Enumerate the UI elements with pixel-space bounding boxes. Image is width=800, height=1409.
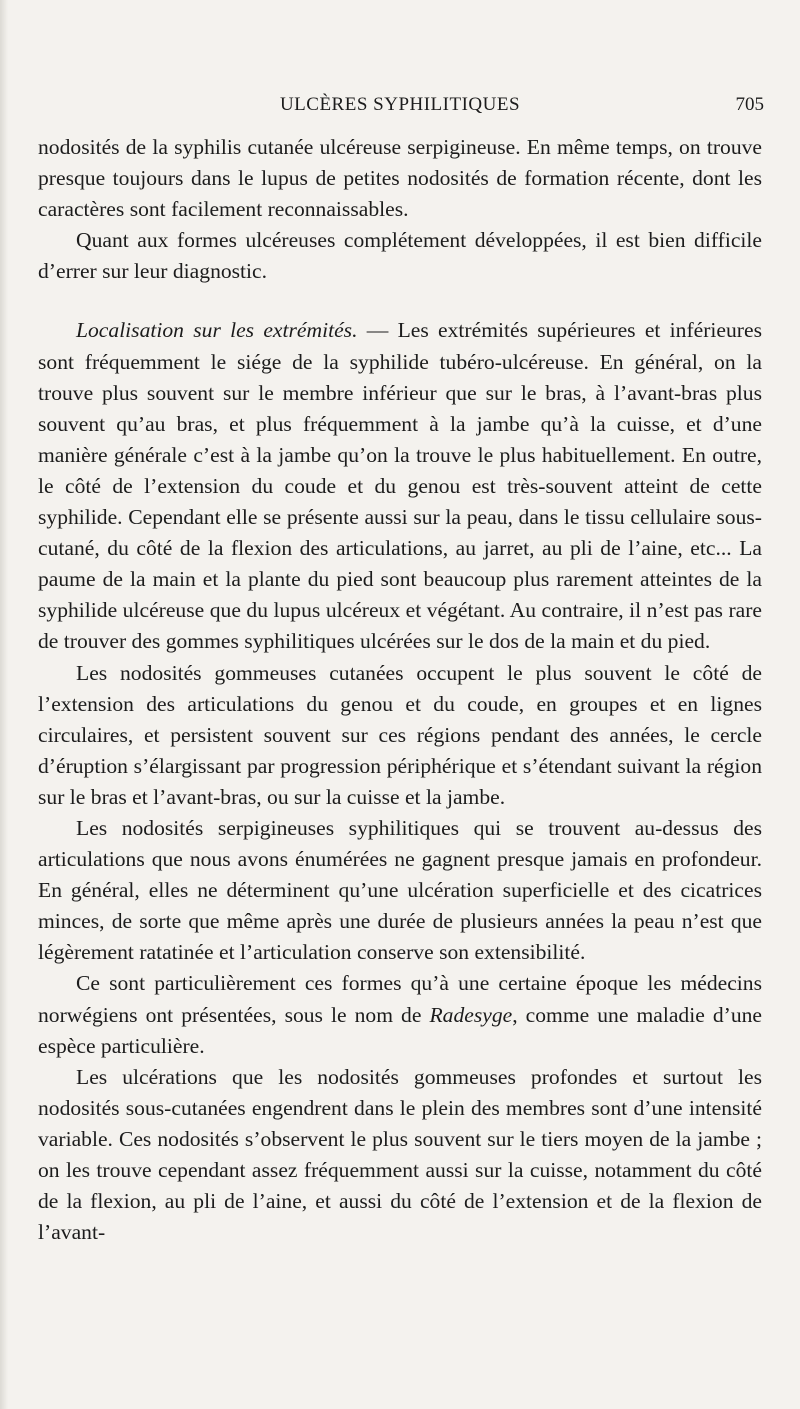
running-title: ULCÈRES SYPHILITIQUES xyxy=(279,94,521,115)
paragraph-localisation xyxy=(38,315,762,657)
paragraph: nodosités de la syphilis cutanée ulcéreuse serpigineuse. En même temps, on trouve presque toujours dans le lupus de petites nodosités de formation récente, dont les caractères sont facilement reconnaissables. xyxy=(38,135,762,222)
paragraph: Quant aux formes ulcéreuses complétement développées, il est bien difficile d’errer sur leur diagnostic. xyxy=(38,228,762,284)
paragraph-text: — Les extrémités supérieures et inférieures sont fréquemment le siége de la syphilide tubéro-ulcéreuse. En général, on la trouve plus souvent sur le membre inférieur que sur le bras, à l’avant-bras plus souvent qu’au bras, et plus fréquemment à la jambe qu’à la cuisse, et d’une manière générale c’est à la jambe qu’on la trouve le plus habituellement. En outre, le côté de l’extension du coude et du genou est très-souvent atteint de cette syphilide. Cependant elle se présente aussi sur la peau, dans le tissu cellulaire sous-cutané, du côté de la flexion des articulations, au jarret, au pli de l’aine, etc... La paume de la main et la plante du pied sont beaucoup plus rarement atteintes de la syphilide ulcéreuse que du lupus ulcéreux et végétant. Au contraire, il n’est pas rare de trouver des gommes syphilitiques ulcérées sur le dos de la main et du pied. xyxy=(38,318,762,654)
paragraph-text: , comme une maladie d’une espèce particulière. xyxy=(38,1002,762,1058)
paragraph: Les ulcérations que les nodosités gommeuses profondes et surtout les nodosités sous-cutanées engendrent dans le plein des membres sont d’une intensité variable. Ces nodosités s’observent le plus souvent sur le tiers moyen de la jambe ; on les trouve cependant assez fréquemment aussi sur la cuisse, notamment du côté de la flexion, au pli de l’aine, et aussi du côté de l’extension et de la flexion de l’avant- xyxy=(38,1064,762,1245)
page-edge-shadow xyxy=(0,0,8,1409)
section-heading: Localisation sur les extrémités. xyxy=(76,318,358,343)
paragraph-radesyge xyxy=(38,968,762,1061)
paragraph: Les nodosités gommeuses cutanées occupent le plus souvent le côté de l’extension des articulations du genou et du coude, en groupes et en lignes circulaires, et persistent souvent sur ces régions pendant des années, le cercle d’éruption s’élargissant par progression périphérique et s’étendant suivant la région sur le bras et l’avant-bras, ou sur la cuisse et la jambe. xyxy=(38,660,762,809)
paragraph-text: Ce sont particulièrement ces formes qu’à une certaine époque les médecins norwégiens ont présentées, sous le nom de xyxy=(38,971,762,1027)
paragraph: Les nodosités serpigineuses syphilitiques qui se trouvent au-dessus des articulations que nous avons énumérées ne gagnent presque jamais en profondeur. En général, elles ne déterminent qu’une ulcération superficielle et des cicatrices minces, de sorte que même après une durée de plusieurs années la peau n’est que légèrement ratatinée et l’articulation conserve son extensibilité. xyxy=(38,815,762,965)
page-number: 705 xyxy=(735,94,764,115)
italic-term: Radesyge xyxy=(429,1002,513,1027)
body-text xyxy=(38,132,762,1248)
running-header xyxy=(0,94,800,120)
